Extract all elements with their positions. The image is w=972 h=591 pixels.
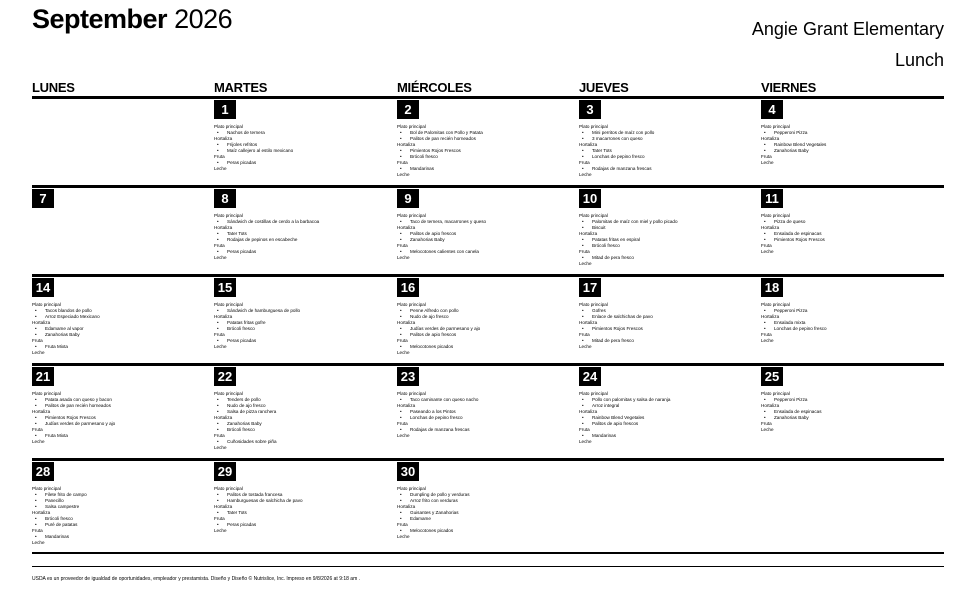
menu-category: Plato principal	[32, 302, 61, 307]
menu-category: Plato principal	[579, 391, 608, 396]
menu-item: • Brócoli fresco	[32, 516, 212, 522]
menu-category: Plato principal	[214, 391, 243, 396]
menu-category: Hortaliza	[761, 403, 780, 408]
day-cell	[397, 462, 579, 548]
menu-category: Plato principal	[32, 486, 61, 491]
menu-item: • Tacos blandos de pollo	[32, 308, 212, 314]
menu-item: • Mandarinas	[397, 166, 577, 172]
menu-item: • Frijoles refritos	[214, 142, 394, 148]
menu-item: • Rodajas de manzana frescas	[397, 427, 577, 433]
menu-item: • Peras picadas	[214, 249, 394, 255]
menu-list	[32, 391, 212, 445]
date-number: 11	[761, 189, 783, 208]
menu-list	[397, 486, 577, 540]
menu-item: • Fruta Mixta	[32, 344, 212, 350]
date-number: 8	[214, 189, 236, 208]
menu-category: Fruta	[397, 243, 408, 248]
day-cell	[214, 462, 396, 548]
menu-item: • Zanahorias Baby	[32, 332, 212, 338]
date-number: 10	[579, 189, 601, 208]
menu-item: • Patatas fritas en espiral	[579, 237, 759, 243]
menu-category: Hortaliza	[32, 510, 51, 515]
day-cell	[761, 367, 943, 453]
menu-category: Leche	[761, 160, 774, 165]
date-number: 2	[397, 100, 419, 119]
menu-item: • Rodajas de pepinos en escabeche	[214, 237, 394, 243]
day-cell	[761, 189, 943, 275]
menu-item: • Arroz frito con verduras	[397, 498, 577, 504]
menu-category: Hortaliza	[214, 136, 233, 141]
date-number: 3	[579, 100, 601, 119]
menu-category: Hortaliza	[579, 231, 598, 236]
menu-item: • Peras picadas	[214, 160, 394, 166]
menu-list	[761, 213, 941, 255]
menu-category: Hortaliza	[579, 409, 598, 414]
date-number: 24	[579, 367, 601, 386]
day-cell	[214, 278, 396, 364]
date-number: 4	[761, 100, 783, 119]
menu-item: • Peras picadas	[214, 338, 394, 344]
menu-list	[214, 302, 394, 350]
menu-item: • Brócoli fresco	[214, 326, 394, 332]
menu-item: • Lonchas de pepino fresco	[579, 154, 759, 160]
menu-category: Plato principal	[214, 124, 243, 129]
menu-category: Leche	[214, 166, 227, 171]
menu-item: • Hamburguesas de salchicha de pavo	[214, 498, 394, 504]
week-rule	[32, 458, 944, 461]
menu-item: • Rainbow Blend Vegetales	[579, 415, 759, 421]
menu-item: • Salsa campestre	[32, 504, 212, 510]
menu-category: Fruta	[761, 154, 772, 159]
menu-category: Fruta	[397, 160, 408, 165]
menu-category: Leche	[32, 350, 45, 355]
week-rule	[32, 185, 944, 188]
menu-category: Leche	[761, 338, 774, 343]
menu-category: Leche	[579, 344, 592, 349]
menu-item: • Panecillo	[32, 498, 212, 504]
menu-category: Hortaliza	[397, 225, 416, 230]
date-number: 21	[32, 367, 54, 386]
menu-item: • Dumpling de pollo y verduras	[397, 492, 577, 498]
date-number: 29	[214, 462, 236, 481]
menu-item: • Pepperoni Pizza	[761, 130, 941, 136]
menu-item: • Zanahorias Baby	[761, 415, 941, 421]
menu-item: • Sándwich de hamburguesa de pollo	[214, 308, 394, 314]
menu-category: Plato principal	[397, 391, 426, 396]
menu-category: Leche	[32, 439, 45, 444]
menu-category: Fruta	[32, 338, 43, 343]
menu-item: • Gofres	[579, 308, 759, 314]
day-cell	[397, 189, 579, 275]
menu-item: • Pimientos Rojos Frescos	[579, 326, 759, 332]
header-right	[752, 14, 944, 76]
menu-category: Hortaliza	[761, 136, 780, 141]
menu-item: • Edamame al vapor	[32, 326, 212, 332]
menu-category: Leche	[579, 439, 592, 444]
menu-category: Plato principal	[761, 124, 790, 129]
menu-item: • Arroz Especiado Mexicano	[32, 314, 212, 320]
menu-item: • Nudo de ajo fresco	[397, 314, 577, 320]
menu-category: Fruta	[579, 160, 590, 165]
bottom-rule	[32, 552, 944, 554]
date-number: 28	[32, 462, 54, 481]
menu-category: Fruta	[32, 427, 43, 432]
menu-item: • Filete frito de campo	[32, 492, 212, 498]
menu-item: • Pimientos Rojos Frescos	[761, 237, 941, 243]
date-number: 22	[214, 367, 236, 386]
date-number: 25	[761, 367, 783, 386]
menu-item: • Pollo con palomitas y salsa de naranja	[579, 397, 759, 403]
menu-item: • Puré de patatas	[32, 522, 212, 528]
menu-category: Leche	[761, 427, 774, 432]
menu-list	[397, 213, 577, 261]
menu-item: • Rainbow Blend Vegetales	[761, 142, 941, 148]
menu-category: Leche	[397, 172, 410, 177]
menu-item: • Judías verdes de parmesano y ajo	[397, 326, 577, 332]
menu-list	[214, 124, 394, 172]
day-cell	[761, 278, 943, 364]
menu-category: Leche	[32, 540, 45, 545]
day-cell	[32, 189, 214, 275]
menu-category: Plato principal	[397, 124, 426, 129]
date-number: 17	[579, 278, 601, 297]
menu-item: • 3 macarrones con queso	[579, 136, 759, 142]
menu-category: Plato principal	[214, 213, 243, 218]
menu-item: • Patatas fritas gofre	[214, 320, 394, 326]
menu-category: Hortaliza	[214, 504, 233, 509]
menu-item: • Nudo de ajo fresco	[214, 403, 394, 409]
menu-item: • Bol de Palomitas con Pollo y Patata	[397, 130, 577, 136]
day-cell	[32, 278, 214, 364]
menu-item: • Mitad de pera fresco	[579, 338, 759, 344]
menu-list	[214, 213, 394, 261]
date-number: 14	[32, 278, 54, 297]
menu-category: Hortaliza	[397, 142, 416, 147]
menu-item: • Mandarinas	[579, 433, 759, 439]
menu-item: • Brócoli fresco	[397, 154, 577, 160]
menu-list	[761, 391, 941, 433]
week-rule	[32, 96, 944, 99]
menu-list	[761, 124, 941, 166]
menu-category: Hortaliza	[214, 314, 233, 319]
menu-item: • Nachos de ternera	[214, 130, 394, 136]
menu-item: • Palitos de apio frescos	[397, 231, 577, 237]
day-cell	[579, 278, 761, 364]
menu-list	[579, 213, 759, 267]
menu-item: • Zanahorias Baby	[214, 421, 394, 427]
menu-category: Hortaliza	[32, 320, 51, 325]
week-rule	[32, 363, 944, 366]
menu-item: • Pimientos Rojos Frescos	[32, 415, 212, 421]
menu-item: • Pepperoni Pizza	[761, 397, 941, 403]
menu-item: • Brócoli fresco	[214, 427, 394, 433]
menu-list	[397, 391, 577, 439]
menu-item: • Palomitas de maíz con miel y pollo picado	[579, 219, 759, 225]
menu-item: • Guisantes y Zanahorias	[397, 510, 577, 516]
date-number: 16	[397, 278, 419, 297]
menu-category: Plato principal	[761, 213, 790, 218]
day-cell	[32, 462, 214, 548]
menu-item: • Tater Tots	[579, 148, 759, 154]
year: 2026	[174, 4, 233, 34]
menu-item: • Fruta Mixta	[32, 433, 212, 439]
menu-category: Fruta	[397, 421, 408, 426]
menu-item: • Tenders de pollo	[214, 397, 394, 403]
menu-category: Fruta	[397, 338, 408, 343]
menu-category: Hortaliza	[579, 142, 598, 147]
menu-category: Leche	[214, 528, 227, 533]
menu-list	[214, 486, 394, 534]
menu-item: • Enlace de salchichas de pavo	[579, 314, 759, 320]
date-number: 7	[32, 189, 54, 208]
menu-category: Hortaliza	[214, 415, 233, 420]
menu-category: Fruta	[214, 516, 225, 521]
date-number: 9	[397, 189, 419, 208]
menu-category: Hortaliza	[32, 409, 51, 414]
menu-category: Leche	[397, 534, 410, 539]
menu-item: • Rodajas de manzana frescas	[579, 166, 759, 172]
menu-category: Fruta	[579, 332, 590, 337]
menu-item: • Melocotones picados	[397, 344, 577, 350]
menu-item: • Taco caminante con queso nacho	[397, 397, 577, 403]
menu-item: • Mitad de pera fresco	[579, 255, 759, 261]
menu-item: • Palitos de pan recién horneados	[397, 136, 577, 142]
month-name: September	[32, 4, 168, 34]
menu-list	[397, 302, 577, 356]
menu-item: • Mini perritos de maíz con pollo	[579, 130, 759, 136]
footer-disclaimer: USDA es un proveedor de igualdad de oportunidades, empleador y prestamista. Diseño y Diseño © Nutrislice, Inc. Impreso en 9/8/2026 at 9:18 am .	[32, 576, 361, 582]
menu-list	[579, 302, 759, 350]
menu-item: • Taco de ternera, macarrones y queso	[397, 219, 577, 225]
day-cell	[214, 367, 396, 453]
day-cell	[579, 189, 761, 275]
menu-category: Hortaliza	[214, 225, 233, 230]
menu-category: Fruta	[761, 421, 772, 426]
menu-item: • Maíz callejero al estilo mexicano	[214, 148, 394, 154]
menu-item: • Lonchas de pepino fresco	[761, 326, 941, 332]
day-name: MARTES	[214, 80, 268, 95]
menu-category: Hortaliza	[397, 320, 416, 325]
day-cell	[761, 100, 943, 186]
date-number: 18	[761, 278, 783, 297]
menu-category: Fruta	[761, 243, 772, 248]
menu-item: • Pimientos Rojos Frescos	[397, 148, 577, 154]
menu-item: • Melocotones calientes con canela	[397, 249, 577, 255]
menu-category: Hortaliza	[579, 320, 598, 325]
menu-category: Plato principal	[579, 302, 608, 307]
menu-item: • Melocotones picados	[397, 528, 577, 534]
menu-list	[579, 124, 759, 178]
day-name: LUNES	[32, 80, 75, 95]
menu-item: • Ensalada mixta	[761, 320, 941, 326]
menu-item: • Tater Tots	[214, 510, 394, 516]
menu-category: Fruta	[214, 154, 225, 159]
menu-category: Hortaliza	[397, 403, 416, 408]
menu-item: • Pepperoni Pizza	[761, 308, 941, 314]
menu-list	[32, 486, 212, 546]
menu-item: • Cuñosidades sobre piña	[214, 439, 394, 445]
menu-item: • Arroz integral	[579, 403, 759, 409]
menu-category: Plato principal	[397, 486, 426, 491]
menu-list	[32, 302, 212, 356]
menu-category: Leche	[761, 249, 774, 254]
menu-category: Hortaliza	[761, 314, 780, 319]
menu-list	[214, 391, 394, 451]
week-rule	[32, 274, 944, 277]
menu-category: Fruta	[579, 427, 590, 432]
menu-list	[761, 302, 941, 344]
menu-item: • Biscuit	[579, 225, 759, 231]
menu-item: • Pizza de queso	[761, 219, 941, 225]
day-cell	[397, 278, 579, 364]
menu-category: Fruta	[214, 243, 225, 248]
menu-category: Plato principal	[397, 213, 426, 218]
day-cell	[32, 367, 214, 453]
menu-item: • Paseando a los Pintos	[397, 409, 577, 415]
day-cell	[397, 367, 579, 453]
menu-category: Plato principal	[214, 486, 243, 491]
day-name: MIÉRCOLES	[397, 80, 472, 95]
menu-item: • Brócoli fresco	[579, 243, 759, 249]
menu-category: Plato principal	[579, 124, 608, 129]
menu-category: Hortaliza	[761, 225, 780, 230]
menu-category: Plato principal	[214, 302, 243, 307]
menu-category: Plato principal	[761, 302, 790, 307]
date-number: 23	[397, 367, 419, 386]
menu-item: • Zanahorias Baby	[761, 148, 941, 154]
day-cell	[397, 100, 579, 186]
menu-category: Fruta	[761, 332, 772, 337]
menu-category: Leche	[397, 433, 410, 438]
menu-category: Leche	[214, 344, 227, 349]
menu-item: • Palitos de apio frescos	[579, 421, 759, 427]
menu-category: Fruta	[214, 433, 225, 438]
day-name: VIERNES	[761, 80, 816, 95]
date-number: 30	[397, 462, 419, 481]
school-name: Angie Grant Elementary	[751, 19, 944, 39]
menu-item: • Edamame	[397, 516, 577, 522]
menu-item: • Salsa de pizza ranchera	[214, 409, 394, 415]
date-number: 15	[214, 278, 236, 297]
menu-category: Fruta	[579, 249, 590, 254]
menu-item: • Patata asada con queso y bacon	[32, 397, 212, 403]
menu-category: Leche	[214, 255, 227, 260]
menu-item: • Sándwich de costillas de cerdo a la barbacoa	[214, 219, 394, 225]
menu-item: • Palitos de pan recién horneados	[32, 403, 212, 409]
date-number: 1	[214, 100, 236, 119]
menu-list	[397, 124, 577, 178]
menu-category: Leche	[397, 255, 410, 260]
day-cell	[579, 367, 761, 453]
bottom-rule-thin	[32, 566, 944, 567]
menu-item: • Ensalada de espinacas	[761, 231, 941, 237]
menu-category: Plato principal	[761, 391, 790, 396]
menu-category: Plato principal	[32, 391, 61, 396]
day-name: JUEVES	[579, 80, 629, 95]
menu-category: Leche	[214, 445, 227, 450]
menu-item: • Zanahorias Baby	[397, 237, 577, 243]
menu-category: Leche	[579, 172, 592, 177]
menu-category: Plato principal	[579, 213, 608, 218]
menu-item: • Judías verdes de parmesano y ajo	[32, 421, 212, 427]
menu-category: Leche	[579, 261, 592, 266]
menu-item: • Peras picadas	[214, 522, 394, 528]
menu-category: Hortaliza	[397, 504, 416, 509]
meal-type: Lunch	[894, 50, 944, 70]
menu-item: • Penne Alfredo con pollo	[397, 308, 577, 314]
menu-category: Fruta	[214, 332, 225, 337]
menu-item: • Lonchas de pepino fresco	[397, 415, 577, 421]
day-cell	[579, 100, 761, 186]
calendar-title	[32, 4, 232, 35]
menu-list	[579, 391, 759, 445]
menu-item: • Palitos de apio frescos	[397, 332, 577, 338]
day-cell	[214, 100, 396, 186]
menu-category: Fruta	[397, 522, 408, 527]
menu-item: • Palitos de tostada francesa	[214, 492, 394, 498]
menu-category: Plato principal	[397, 302, 426, 307]
menu-item: • Tater Tots	[214, 231, 394, 237]
day-cell	[214, 189, 396, 275]
menu-item: • Mandarinas	[32, 534, 212, 540]
menu-category: Leche	[397, 350, 410, 355]
menu-category: Fruta	[32, 528, 43, 533]
menu-item: • Ensalada de espinacas	[761, 409, 941, 415]
